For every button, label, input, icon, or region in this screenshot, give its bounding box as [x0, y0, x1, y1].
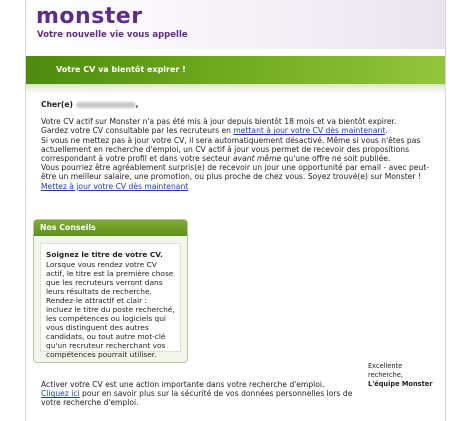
greeting-comma: ,: [135, 100, 139, 109]
keep-visible-text: Gardez votre CV consultable par les recruteurs en: [41, 126, 231, 136]
update-cv-cta-link[interactable]: Mettez à jour votre CV dès maintenant: [41, 181, 189, 191]
banner-title: Votre CV va bientôt expirer !: [56, 65, 186, 74]
expiry-banner: [26, 56, 445, 84]
deactivation-text: Si vous ne mettez pas à jour votre CV, il sera automatiquement désactivé. Même si vous n'êtes pas actuellement en recherche d'emploi, un CV actif à jour vous permet de recevoir des propositions correspondant à votre profil et dans votre secteur: [41, 135, 421, 164]
email-header: [26, 0, 445, 49]
recipient-name-redacted: [76, 102, 136, 108]
tips-box: [33, 219, 188, 363]
tips-title: Soignez le titre de votre CV.: [46, 250, 163, 259]
email-body: [41, 100, 441, 191]
paragraph-keep-visible: [41, 126, 441, 135]
greeting-prefix: Cher(e): [41, 100, 73, 109]
paragraph-deactivation: [41, 136, 441, 164]
privacy-line: [41, 389, 367, 407]
monster-logo[interactable]: monster: [36, 4, 143, 29]
signoff: [368, 362, 438, 389]
keep-visible-period: .: [385, 126, 388, 136]
deactivation-emphasis: avant même: [233, 154, 282, 164]
paragraph-expiry: Votre CV actif sur Monster n'a pas été mis à jour depuis bientôt 18 mois et va bientôt expirer.: [41, 117, 397, 127]
closing-text: [41, 380, 367, 408]
paragraph-opportunity: Vous pourriez être agréablement surpris(e) de recevoir un jour une opportunité par email - avec peut-être un meilleur salaire, une promotion, ou plus proche de chez vous. Soyez trouvé(e) sur Monster !: [41, 163, 430, 182]
tips-heading: Nos Conseils: [34, 220, 187, 236]
tagline: Votre nouvelle vie vous appelle: [37, 30, 188, 40]
signoff-team: L'équipe Monster: [368, 380, 433, 388]
banner-shadow: [26, 84, 445, 94]
privacy-text: pour en savoir plus sur la sécurité de vos données personnelles lors de votre recherche d'emploi.: [41, 389, 353, 408]
greeting: [41, 100, 441, 109]
tips-text: Lorsque vous rendez votre CV actif, le titre est la première chose que les recruteurs verront dans leurs résultats de recherche. Rendez-le attractif et clair : incluez le titre du poste recherché, les compétences ou logiciels qui vous distinguent des autres candidats, ou tout autre mot-clé qu'un recruteur recherchant vos compétences pourrait utiliser.: [46, 260, 175, 359]
email-frame: [25, 0, 446, 421]
tips-content: [40, 243, 181, 359]
privacy-link[interactable]: Cliquez ici: [41, 389, 80, 399]
deactivation-end: qu'une offre ne soit publiée.: [283, 154, 391, 164]
signoff-greeting: Excellente recherche,: [368, 362, 404, 379]
closing-line: Activer votre CV est une action importante dans votre recherche d'emploi.: [41, 380, 325, 389]
update-cv-inline-link[interactable]: mettant à jour votre CV dès maintenant: [233, 126, 386, 136]
